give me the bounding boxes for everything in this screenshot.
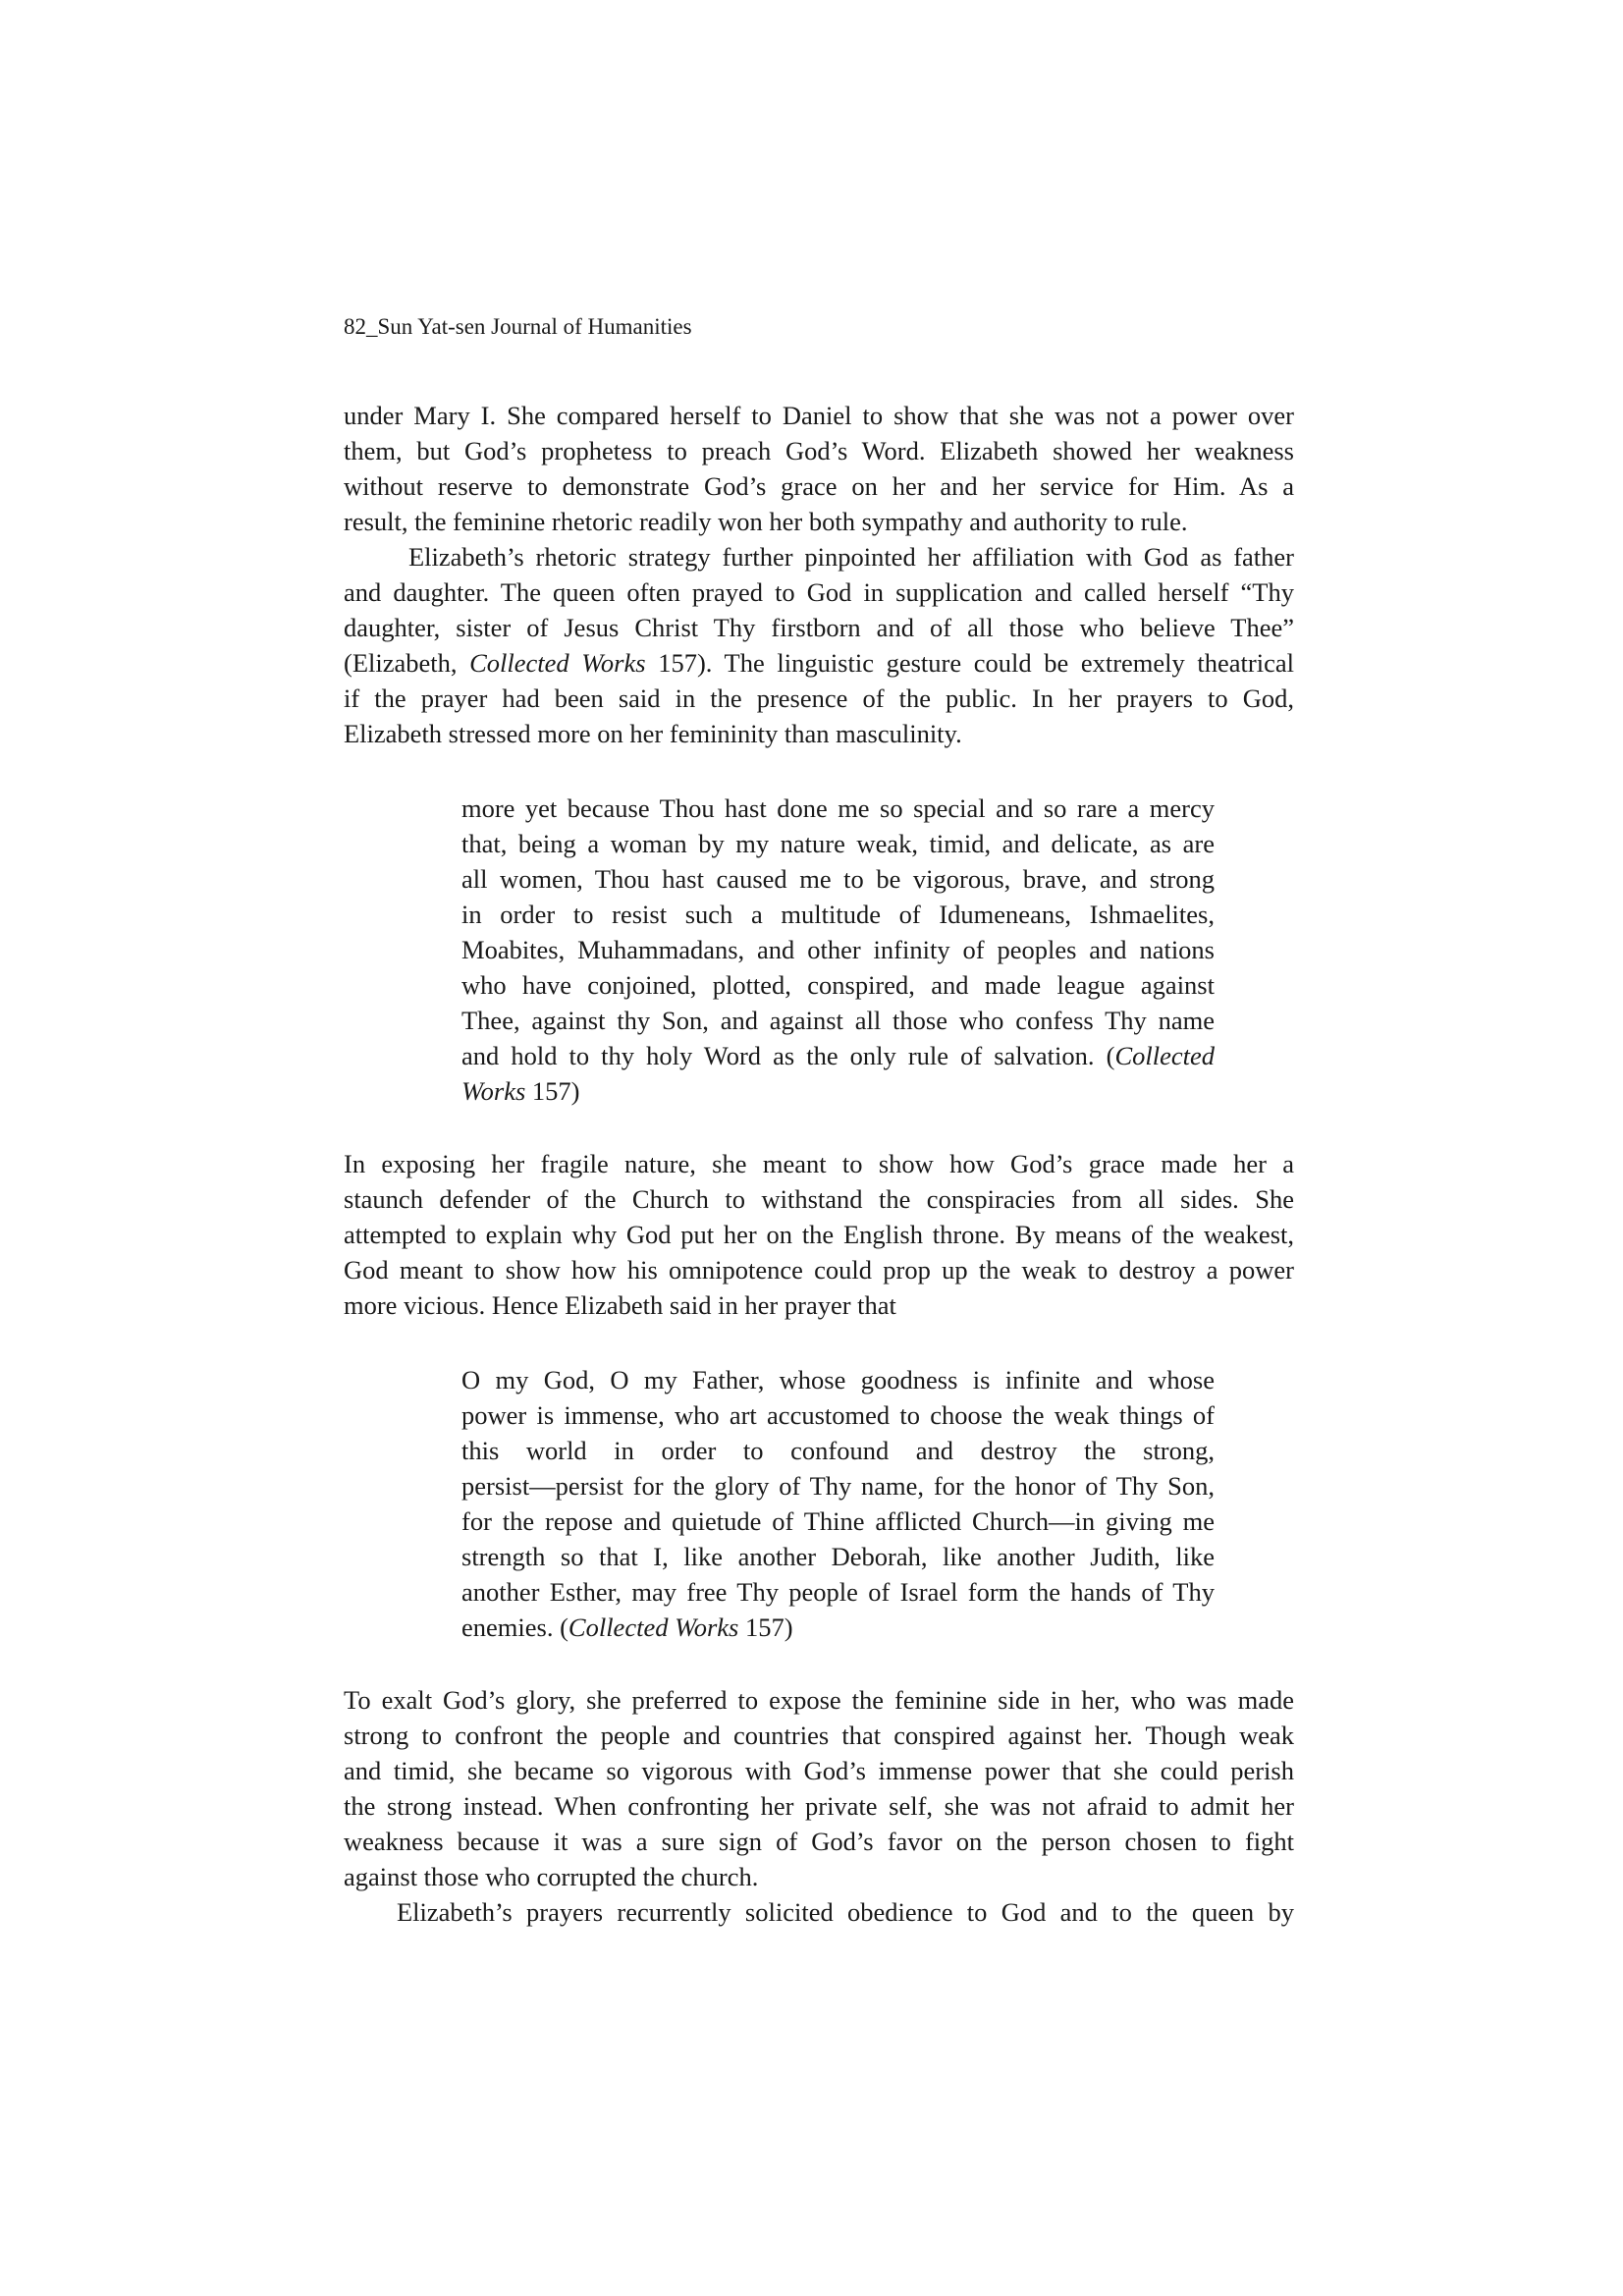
para2-line-4-tail: 157). The linguistic gesture could be extremely theatrical: [645, 648, 1294, 678]
quote1-line-9-tail: 157): [525, 1076, 580, 1106]
quote1-line-3: all women, Thou hast caused me to be vigorous, brave, and strong: [461, 864, 1215, 894]
para2-line-6: Elizabeth stressed more on her femininity than masculinity.: [344, 719, 962, 748]
para2-line-4: [344, 645, 1294, 681]
para4-line-6: against those who corrupted the church.: [344, 1862, 759, 1891]
citation-title: Collected: [1114, 1041, 1215, 1070]
para3-line-3: attempted to explain why God put her on the English throne. By means of the weakest,: [344, 1220, 1294, 1249]
running-head: 82_Sun Yat-sen Journal of Humanities: [344, 314, 692, 339]
citation-title: Collected Works: [568, 1613, 739, 1642]
quote2-line-8-lead: enemies. (: [461, 1613, 568, 1642]
para2-line-1: Elizabeth’s rhetoric strategy further pinpointed her affiliation with God as father: [408, 542, 1294, 572]
quote2-line-1: O my God, O my Father, whose goodness is infinite and whose: [461, 1365, 1215, 1394]
para3-line-2: staunch defender of the Church to withstand the conspiracies from all sides. She: [344, 1184, 1294, 1214]
quote2-line-6: strength so that I, like another Deborah, like another Judith, like: [461, 1542, 1215, 1571]
para2-line-4-lead: (Elizabeth,: [344, 648, 470, 678]
quote1-line-1: more yet because Thou hast done me so special and so rare a mercy: [461, 793, 1215, 823]
quote2-line-8: [461, 1610, 1215, 1645]
quote1-line-5: Moabites, Muhammadans, and other infinity of peoples and nations: [461, 935, 1215, 964]
citation-title: Works: [461, 1076, 526, 1106]
quote2-line-7: another Esther, may free Thy people of Israel form the hands of Thy: [461, 1577, 1215, 1607]
quote1-line-4: in order to resist such a multitude of Idumeneans, Ishmaelites,: [461, 900, 1215, 929]
para4-line-2: strong to confront the people and countries that conspired against her. Though weak: [344, 1721, 1294, 1750]
quote1-line-2: that, being a woman by my nature weak, timid, and delicate, as are: [461, 829, 1215, 858]
quote1-line-6: who have conjoined, plotted, conspired, and made league against: [461, 970, 1215, 1000]
para4-line-3: and timid, she became so vigorous with God’s immense power that she could perish: [344, 1756, 1294, 1785]
para4-line-1: To exalt God’s glory, she preferred to expose the feminine side in her, who was made: [344, 1685, 1294, 1715]
para2-line-2: and daughter. The queen often prayed to God in supplication and called herself “Thy: [344, 577, 1294, 607]
quote1-line-7: Thee, against thy Son, and against all those who confess Thy name: [461, 1006, 1215, 1035]
para1-line-2: them, but God’s prophetess to preach God’s Word. Elizabeth showed her weakness: [344, 436, 1294, 465]
quote2-line-8-tail: 157): [738, 1613, 793, 1642]
para4-line-4: the strong instead. When confronting her private self, she was not afraid to admit her: [344, 1791, 1294, 1821]
para1-line-3: without reserve to demonstrate God’s grace on her and her service for Him. As a: [344, 471, 1294, 501]
quote2-line-3: this world in order to confound and destroy the strong,: [461, 1436, 1215, 1465]
quote2-line-5: for the repose and quietude of Thine afflicted Church—in giving me: [461, 1506, 1215, 1536]
para1-line-4: result, the feminine rhetoric readily won her both sympathy and authority to rule.: [344, 507, 1188, 536]
para4-line-5: weakness because it was a sure sign of God’s favor on the person chosen to fight: [344, 1827, 1294, 1856]
para2-line-5: if the prayer had been said in the presence of the public. In her prayers to God,: [344, 683, 1294, 713]
para5-line-1: Elizabeth’s prayers recurrently solicited obedience to God and to the queen by: [397, 1897, 1294, 1927]
quote2-line-4: persist—persist for the glory of Thy name, for the honor of Thy Son,: [461, 1471, 1215, 1501]
quote1-line-8-lead: and hold to thy holy Word as the only rule of salvation. (: [461, 1041, 1115, 1070]
quote1-line-9: [461, 1073, 1215, 1109]
para2-line-3: daughter, sister of Jesus Christ Thy firstborn and of all those who believe Thee”: [344, 613, 1294, 642]
para3-line-4: God meant to show how his omnipotence could prop up the weak to destroy a power: [344, 1255, 1294, 1285]
para1-line-1: under Mary I. She compared herself to Daniel to show that she was not a power over: [344, 401, 1294, 430]
para3-line-5: more vicious. Hence Elizabeth said in her prayer that: [344, 1290, 896, 1320]
citation-title: Collected Works: [469, 648, 646, 678]
quote1-line-8: [461, 1038, 1215, 1073]
quote2-line-2: power is immense, who art accustomed to choose the weak things of: [461, 1400, 1215, 1430]
para3-line-1: In exposing her fragile nature, she meant to show how God’s grace made her a: [344, 1149, 1294, 1178]
